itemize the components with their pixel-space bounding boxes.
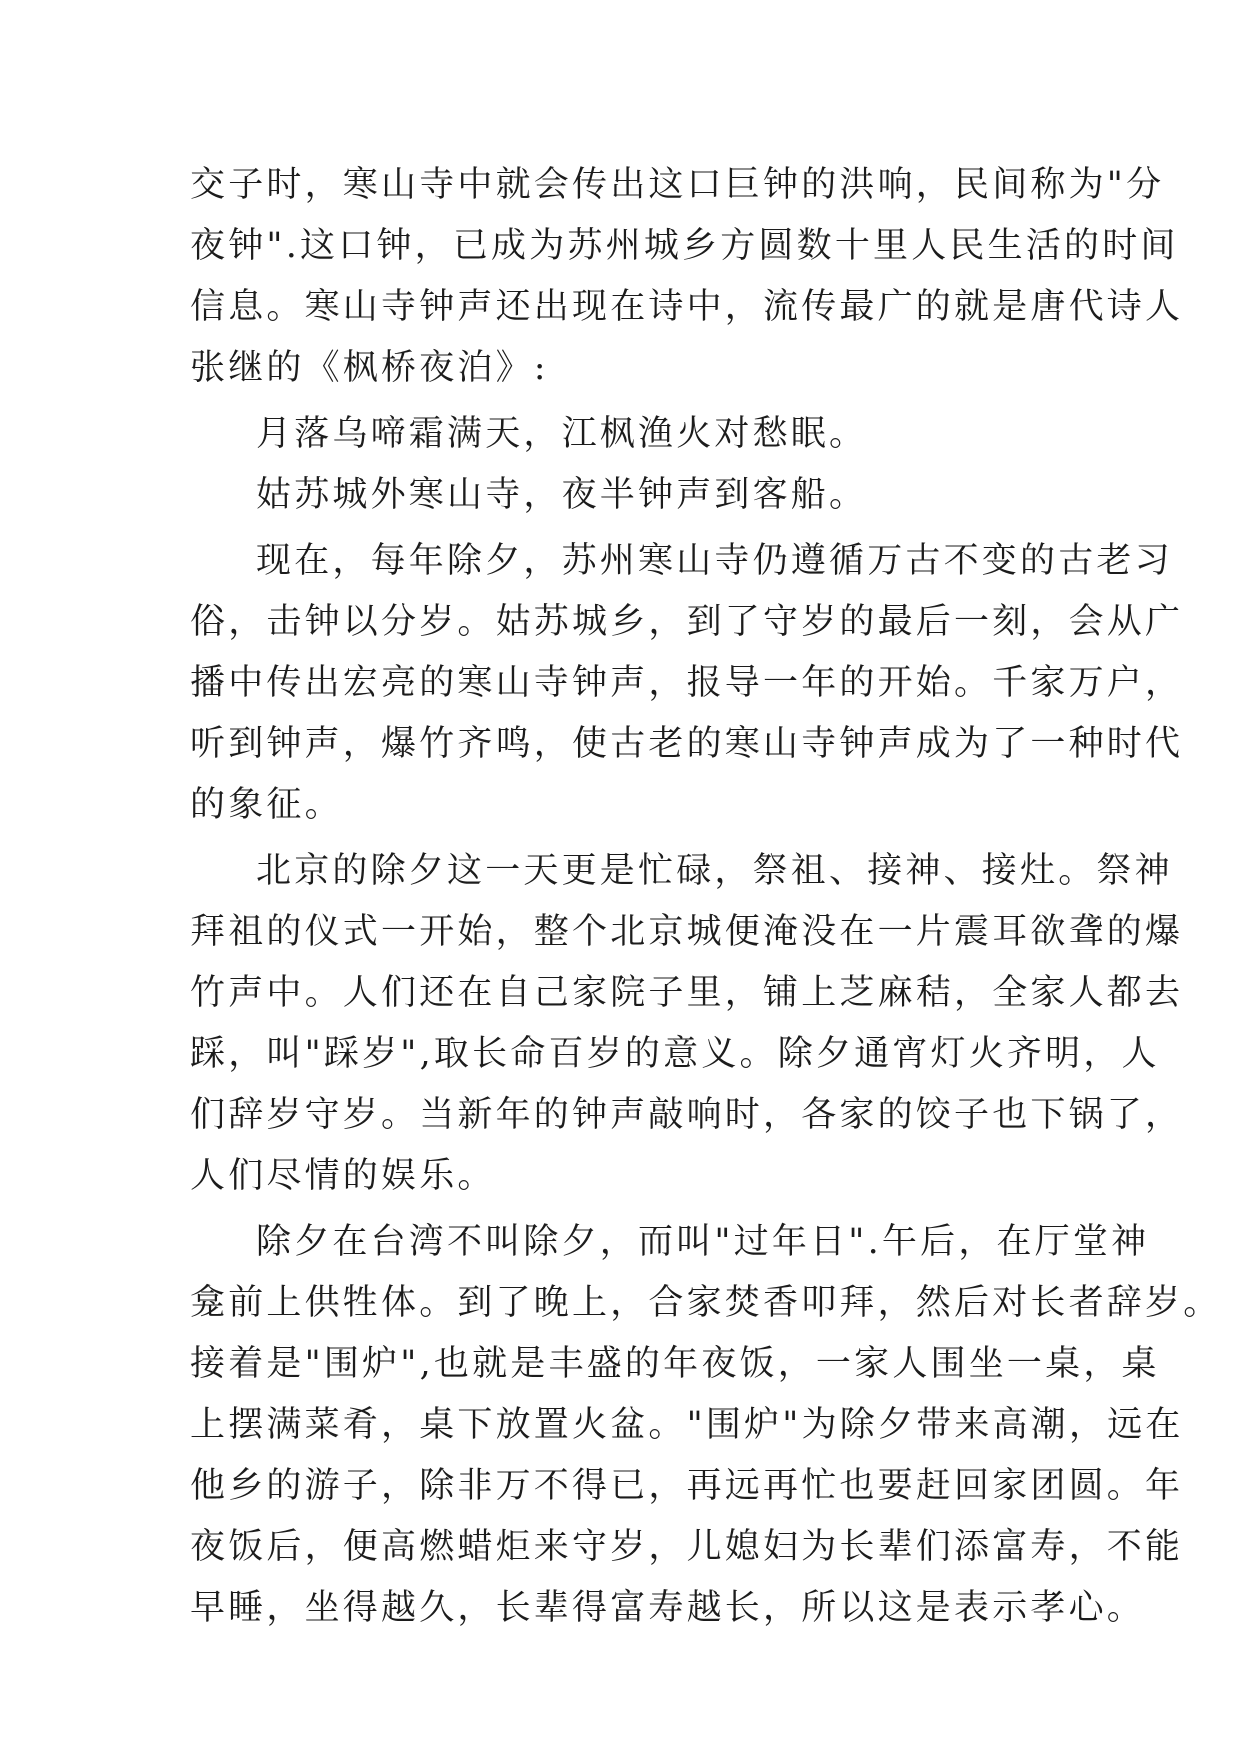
paragraph-first-line: 现在，每年除夕，苏州寒山寺仍遵循万古不变的古老习: [256, 541, 1173, 581]
text-line: 播中传出宏亮的寒山寺钟声，报导一年的开始。千家万户，: [190, 663, 1184, 703]
poem-line: 姑苏城外寒山寺，夜半钟声到客船。: [256, 475, 868, 515]
text-line: 交子时，寒山寺中就会传出这口巨钟的洪响，民间称为"分: [190, 165, 1165, 205]
text-line: 听到钟声，爆竹齐鸣，使古老的寒山寺钟声成为了一种时代: [190, 724, 1184, 764]
text-line: 夜钟".这口钟，已成为苏州城乡方圆数十里人民生活的时间: [190, 226, 1179, 266]
text-line: 张继的《枫桥夜泊》:: [190, 348, 549, 388]
text-line: 的象征。: [190, 785, 343, 825]
text-line: 信息。寒山寺钟声还出现在诗中，流传最广的就是唐代诗人: [190, 287, 1184, 327]
poem-line: 月落乌啼霜满天，江枫渔火对愁眠。: [256, 414, 868, 454]
text-line: 夜饭后，便高燃蜡炬来守岁，儿媳妇为长辈们添富寿，不能: [190, 1527, 1184, 1567]
paragraph-first-line: 北京的除夕这一天更是忙碌，祭祖、接神、接灶。祭神: [256, 851, 1173, 891]
text-line: 接着是"围炉",也就是丰盛的年夜饭，一家人围坐一桌，桌: [190, 1344, 1160, 1384]
paragraph-first-line: 除夕在台湾不叫除夕，而叫"过年日".午后，在厅堂神: [256, 1222, 1150, 1262]
text-line: 竹声中。人们还在自己家院子里，铺上芝麻秸，全家人都去: [190, 973, 1184, 1013]
text-line: 早睡，坐得越久，长辈得富寿越长，所以这是表示孝心。: [190, 1588, 1146, 1628]
text-line: 踩，叫"踩岁",取长命百岁的意义。除夕通宵灯火齐明，人: [190, 1034, 1160, 1074]
text-line: 他乡的游子，除非万不得已，再远再忙也要赶回家团圆。年: [190, 1466, 1184, 1506]
text-line: 上摆满菜肴，桌下放置火盆。"围炉"为除夕带来高潮，远在: [190, 1405, 1184, 1445]
text-line: 俗，击钟以分岁。姑苏城乡，到了守岁的最后一刻，会从广: [190, 602, 1184, 642]
text-line: 拜祖的仪式一开始，整个北京城便淹没在一片震耳欲聋的爆: [190, 912, 1184, 952]
text-line: 龛前上供牲体。到了晚上，合家焚香叩拜，然后对长者辞岁。: [190, 1283, 1222, 1323]
document-body: [190, 155, 1222, 1639]
text-line: 们辞岁守岁。当新年的钟声敲响时，各家的饺子也下锅了，: [190, 1095, 1184, 1135]
text-line: 人们尽情的娱乐。: [190, 1156, 496, 1196]
